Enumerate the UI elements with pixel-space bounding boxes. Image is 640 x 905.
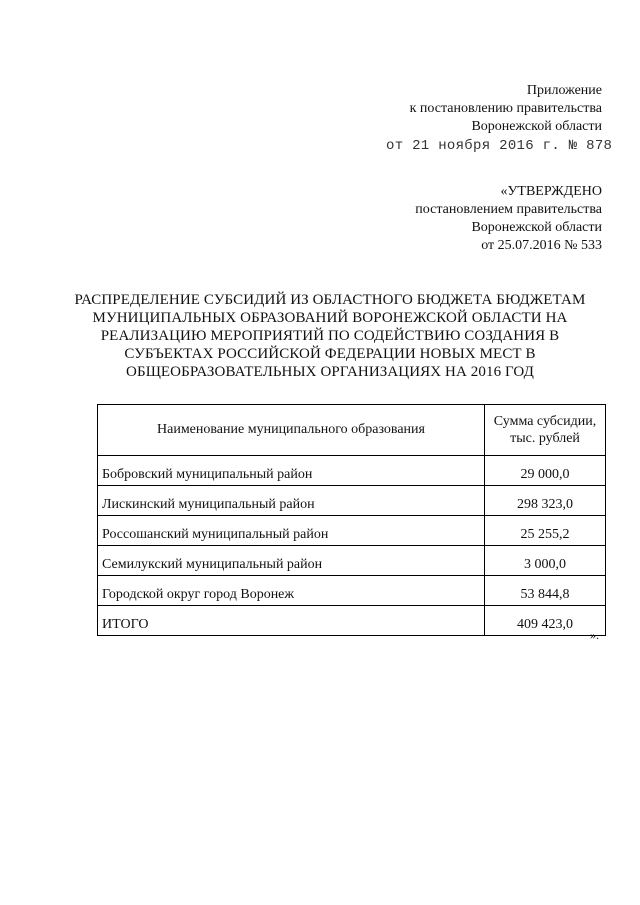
- document-title: [60, 291, 600, 381]
- table-total-row: [98, 606, 606, 636]
- subsidy-amount: 25 255,2: [485, 516, 606, 546]
- subsidy-amount: 3 000,0: [485, 546, 606, 576]
- municipality-name: Городской округ город Воронеж: [98, 576, 485, 606]
- approval-ref: постановлением правительства: [415, 202, 602, 217]
- municipality-name: Лискинский муниципальный район: [98, 486, 485, 516]
- title-line: СУБЪЕКТАХ РОССИЙСКОЙ ФЕДЕРАЦИИ НОВЫХ МЕСТ В: [124, 346, 536, 362]
- title-line: ОБЩЕОБРАЗОВАТЕЛЬНЫХ ОРГАНИЗАЦИЯХ НА 2016 ГОД: [126, 364, 534, 380]
- appendix-region: Воронежской области: [471, 119, 602, 134]
- title-line: МУНИЦИПАЛЬНЫХ ОБРАЗОВАНИЙ ВОРОНЕЖСКОЙ ОБЛАСТИ НА: [92, 310, 568, 326]
- approval-block: [415, 183, 602, 255]
- table-row: [98, 516, 606, 546]
- date-number-stamp: от 21 ноября 2016 г. № 878: [386, 138, 613, 154]
- subsidy-table: [97, 404, 606, 636]
- table-header-row: [98, 405, 606, 456]
- title-line: РАСПРЕДЕЛЕНИЕ СУБСИДИЙ ИЗ ОБЛАСТНОГО БЮДЖЕТА БЮДЖЕТАМ: [74, 292, 586, 308]
- total-label: ИТОГО: [98, 606, 485, 636]
- table-row: [98, 546, 606, 576]
- municipality-name: Семилукский муниципальный район: [98, 546, 485, 576]
- municipality-name: Россошанский муниципальный район: [98, 516, 485, 546]
- approval-date: от 25.07.2016 № 533: [481, 238, 602, 253]
- table-row: [98, 576, 606, 606]
- approval-label: «УТВЕРЖДЕНО: [500, 184, 602, 199]
- total-amount: 409 423,0: [485, 606, 606, 636]
- municipality-name: Бобровский муниципальный район: [98, 456, 485, 486]
- appendix-ref: к постановлению правительства: [409, 101, 602, 116]
- header-amount-unit: тыс. рублей: [510, 431, 580, 446]
- title-line: РЕАЛИЗАЦИЮ МЕРОПРИЯТИЙ ПО СОДЕЙСТВИЮ СОЗДАНИЯ В: [100, 328, 560, 344]
- appendix-label: Приложение: [526, 83, 602, 98]
- header-municipality: Наименование муниципального образования: [98, 405, 485, 456]
- subsidy-amount: 53 844,8: [485, 576, 606, 606]
- subsidy-amount: 29 000,0: [485, 456, 606, 486]
- appendix-header: [410, 82, 602, 136]
- table-row: [98, 456, 606, 486]
- header-amount-line: Сумма субсидии,: [493, 414, 597, 429]
- header-amount: [485, 405, 606, 456]
- closing-quote-mark: ».: [590, 628, 599, 642]
- subsidy-amount: 298 323,0: [485, 486, 606, 516]
- approval-region: Воронежской области: [471, 220, 602, 235]
- table-row: [98, 486, 606, 516]
